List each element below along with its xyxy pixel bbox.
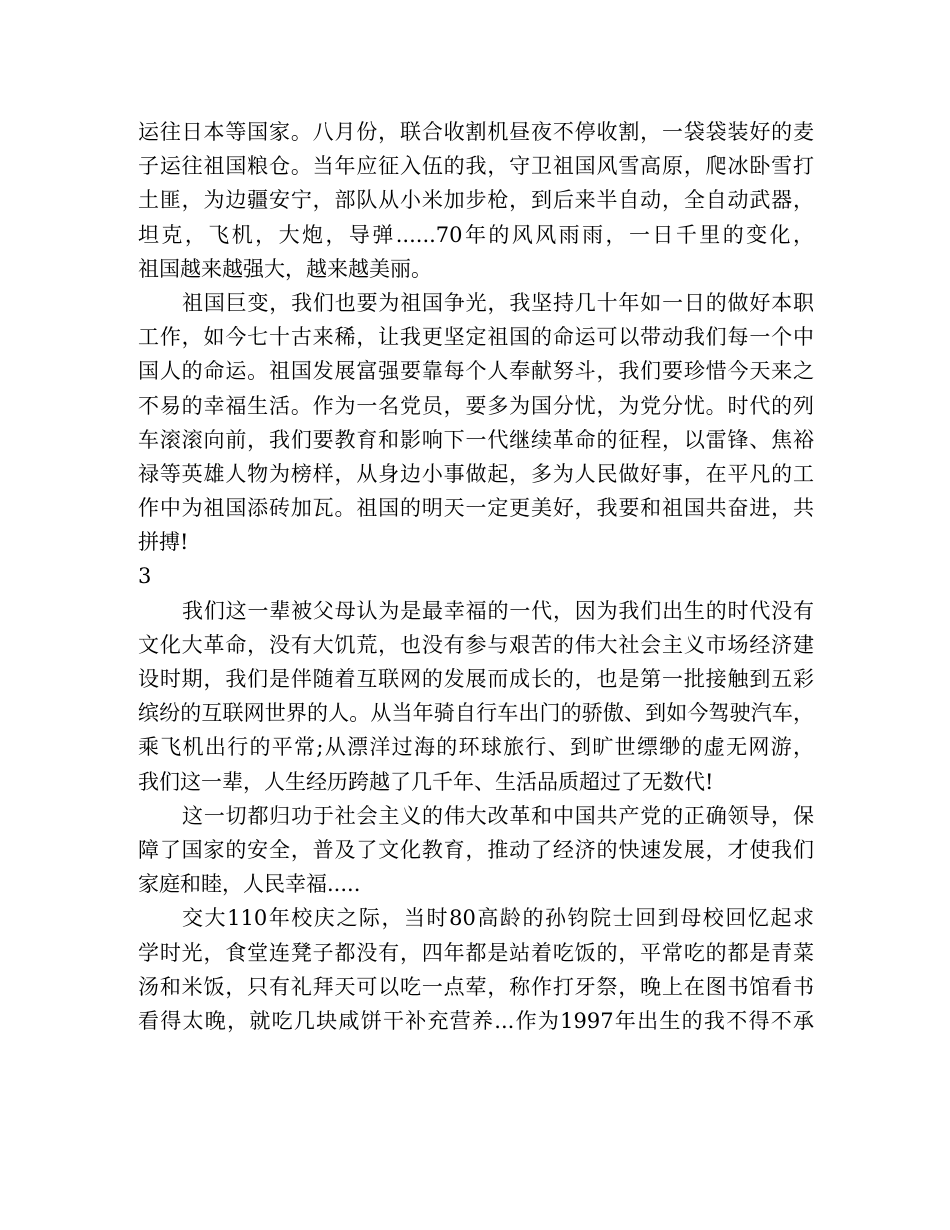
text-line: 我们这一辈，人生经历跨越了几千年、生活品质超过了无数代! [138, 769, 714, 794]
text-line: 缤纷的互联网世界的人。从当年骑自行车出门的骄傲、到如今驾驶汽车， [138, 701, 814, 726]
text-line: 祖国越来越强大，越来越美丽。 [138, 256, 432, 281]
text-line: 看得太晚，就吃几块咸饼干补充营养...作为1997年出生的我不得不承 [138, 1008, 814, 1033]
text-line: 运往日本等国家。八月份，联合收割机昼夜不停收割，一袋袋装好的麦 [138, 120, 814, 144]
paragraph-3 [138, 594, 814, 799]
text-line: 禄等英雄人物为榜样，从身边小事做起，多为人民做好事，在平凡的工 [138, 461, 814, 486]
text-line: 汤和米饭，只有礼拜天可以吃一点荤，称作打牙祭，晚上在图书馆看书 [138, 974, 814, 999]
text-line: 工作，如今七十古来稀，让我更坚定祖国的命运可以带动我们每一个中 [138, 325, 814, 350]
text-line: 坦克，飞机，大炮，导弹......70年的风风雨雨，一日千里的变化， [138, 222, 814, 247]
paragraph-1 [138, 115, 814, 286]
text-line: 不易的幸福生活。作为一名党员，要多为国分忧，为党分忧。时代的列 [138, 393, 814, 418]
text-line: 这一切都归功于社会主义的伟大改革和中国共产党的正确领导，保 [182, 803, 814, 828]
text-line: 我们这一辈被父母认为是最幸福的一代，因为我们出生的时代没有 [182, 598, 814, 623]
section-number: 3 [138, 564, 152, 589]
text-line: 土匪，为边疆安宁，部队从小米加步枪，到后来半自动，全自动武器， [138, 188, 814, 213]
text-line: 学时光，食堂连凳子都没有，四年都是站着吃饭的，平常吃的都是青菜 [138, 940, 814, 965]
paragraph-2 [138, 286, 814, 560]
text-line: 交大110年校庆之际，当时80高龄的孙钧院士回到母校回忆起求 [182, 906, 814, 931]
text-line: 乘飞机出行的平常;从漂洋过海的环球旅行、到旷世缥缈的虚无网游， [138, 735, 814, 760]
text-line: 作中为祖国添砖加瓦。祖国的明天一定更美好，我要和祖国共奋进，共 [138, 496, 814, 521]
text-line: 拼搏! [138, 530, 189, 555]
paragraph-5 [138, 901, 814, 1038]
text-line: 祖国巨变，我们也要为祖国争光，我坚持几十年如一日的做好本职 [182, 290, 814, 315]
text-line: 家庭和睦，人民幸福..... [138, 872, 361, 897]
text-line: 车滚滚向前，我们要教育和影响下一代继续革命的征程，以雷锋、焦裕 [138, 427, 814, 452]
text-line: 障了国家的安全，普及了文化教育，推动了经济的快速发展，才使我们 [138, 837, 814, 862]
text-line: 国人的命运。祖国发展富强要靠每个人奉献努斗，我们要珍惜今天来之 [138, 359, 814, 384]
document-body [138, 115, 814, 1038]
paragraph-4 [138, 799, 814, 902]
text-line: 文化大革命，没有大饥荒，也没有参与艰苦的伟大社会主义市场经济建 [138, 632, 814, 657]
text-line: 子运往祖国粮仓。当年应征入伍的我，守卫祖国风雪高原，爬冰卧雪打 [138, 154, 814, 179]
text-line: 设时期，我们是伴随着互联网的发展而成长的，也是第一批接触到五彩 [138, 667, 814, 691]
